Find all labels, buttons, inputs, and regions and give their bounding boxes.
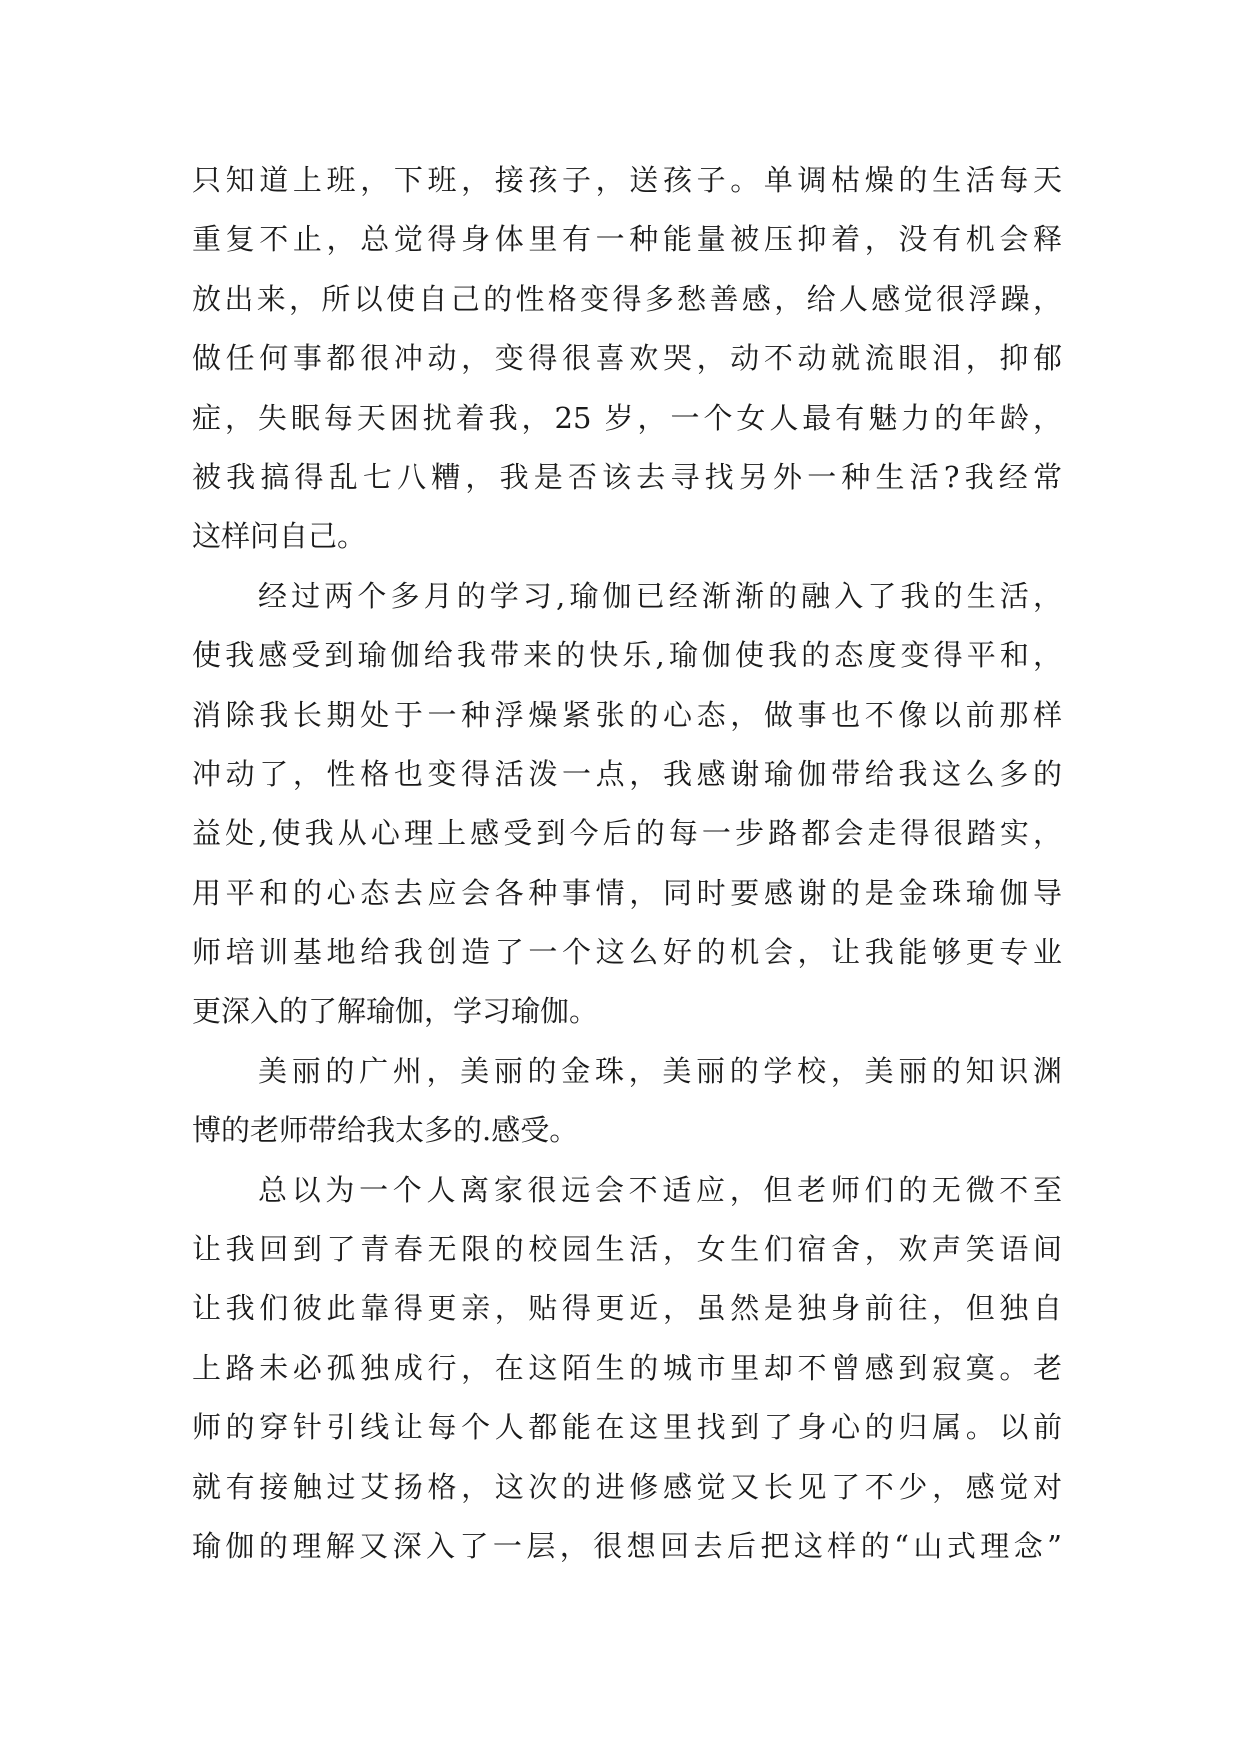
text-line: 经过两个多月的学习,瑜伽已经渐渐的融入了我的生活， xyxy=(258,578,1062,613)
text-line: 被我搞得乱七八糟，我是否该去寻找另外一种生活?我经常 xyxy=(192,459,1062,494)
text-line: 让我回到了青春无限的校园生活，女生们宿舍，欢声笑语间 xyxy=(192,1232,1062,1267)
paragraph-4 xyxy=(192,1161,1062,1577)
paragraph-3 xyxy=(192,1042,1062,1161)
text-line: 使我感受到瑜伽给我带来的快乐,瑜伽使我的态度变得平和， xyxy=(192,638,1062,673)
text-line: 这样问自己。 xyxy=(192,519,367,554)
text-line: 用平和的心态去应会各种事情，同时要感谢的是金珠瑜伽导 xyxy=(192,875,1062,910)
text-line: 让我们彼此靠得更亲，贴得更近，虽然是独身前往，但独自 xyxy=(192,1291,1062,1326)
text-line: 益处,使我从心理上感受到今后的每一步路都会走得很踏实， xyxy=(192,816,1062,851)
text-line: 做任何事都很冲动，变得很喜欢哭，动不动就流眼泪，抑郁 xyxy=(192,341,1062,376)
text-line: 师培训基地给我创造了一个这么好的机会，让我能够更专业 xyxy=(192,935,1062,970)
text-line: 就有接触过艾扬格，这次的进修感觉又长见了不少，感觉对 xyxy=(192,1469,1062,1504)
text-line: 博的老师带给我太多的.感受。 xyxy=(192,1113,579,1148)
paragraph-2 xyxy=(192,567,1062,1042)
text-line: 更深入的了解瑜伽，学习瑜伽。 xyxy=(192,994,599,1029)
text-line: 重复不止，总觉得身体里有一种能量被压抑着，没有机会释 xyxy=(192,222,1062,257)
paragraph-1 xyxy=(192,151,1062,567)
document-body xyxy=(192,151,1062,1576)
text-line: 放出来，所以使自己的性格变得多愁善感，给人感觉很浮躁， xyxy=(192,281,1062,316)
text-line: 只知道上班，下班，接孩子，送孩子。单调枯燥的生活每天 xyxy=(192,163,1062,197)
text-line: 冲动了，性格也变得活泼一点，我感谢瑜伽带给我这么多的 xyxy=(192,756,1062,791)
text-line: 瑜伽的理解又深入了一层，很想回去后把这样的“山式理念” xyxy=(192,1528,1062,1563)
text-line: 总以为一个人离家很远会不适应，但老师们的无微不至 xyxy=(258,1172,1062,1207)
text-line: 上路未必孤独成行，在这陌生的城市里却不曾感到寂寞。老 xyxy=(192,1350,1062,1385)
text-line: 美丽的广州，美丽的金珠，美丽的学校，美丽的知识渊 xyxy=(258,1053,1062,1088)
text-line: 症，失眠每天困扰着我，25 岁，一个女人最有魅力的年龄， xyxy=(192,400,1062,435)
text-line: 消除我长期处于一种浮燥紧张的心态，做事也不像以前那样 xyxy=(192,697,1062,732)
text-line: 师的穿针引线让每个人都能在这里找到了身心的归属。以前 xyxy=(192,1410,1062,1445)
